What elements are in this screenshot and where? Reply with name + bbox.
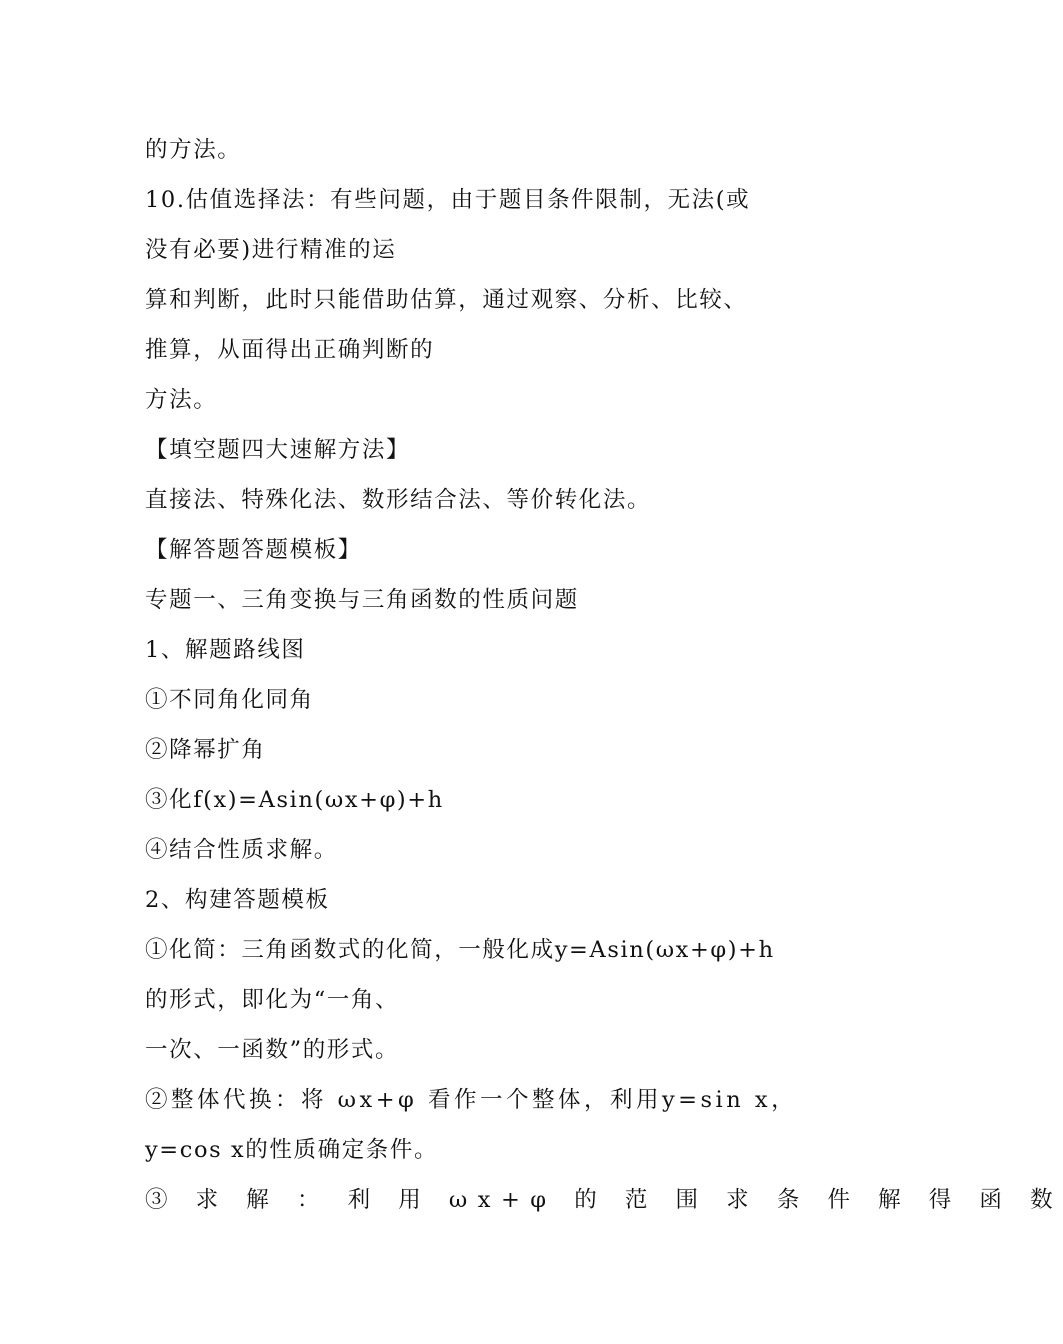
subsection-title: 2、构建答题模板: [145, 887, 330, 913]
topic-title: 专题一、三角变换与三角函数的性质问题: [145, 587, 579, 613]
text-line: 推算，从面得出正确判断的: [145, 337, 435, 363]
text-line: 的方法。: [145, 137, 242, 163]
list-item: ③ 求 解 ： 利 用 ωx+φ 的 范 围 求 条 件 解 得 函 数: [145, 1187, 1063, 1213]
subsection-title: 1、解题路线图: [145, 637, 306, 663]
text-line: 直接法、特殊化法、数形结合法、等价转化法。: [145, 487, 652, 513]
text-line: 10.估值选择法：有些问题，由于题目条件限制，无法(或: [145, 187, 751, 213]
text-line: 一次、一函数”的形式。: [145, 1037, 400, 1063]
list-item: ④结合性质求解。: [145, 837, 338, 863]
text-line: y=cos x的性质确定条件。: [145, 1137, 439, 1163]
list-item: ①化简：三角函数式的化简，一般化成y=Asin(ωx+φ)+h: [145, 937, 775, 963]
list-item: ②降幂扩角: [145, 737, 266, 763]
text-line: 算和判断，此时只能借助估算，通过观察、分析、比较、: [145, 287, 748, 313]
text-line: 方法。: [145, 387, 218, 413]
list-item: ①不同角化同角: [145, 687, 314, 713]
list-item: ③化f(x)=Asin(ωx+φ)+h: [145, 787, 444, 813]
list-item: ②整体代换：将 ωx+φ 看作一个整体，利用y=sin x，: [145, 1087, 798, 1113]
text-line: 没有必要)进行精准的运: [145, 237, 397, 263]
section-heading: 【解答题答题模板】: [145, 537, 362, 563]
text-line: 的形式，即化为“一角、: [145, 987, 400, 1013]
section-heading: 【填空题四大速解方法】: [145, 437, 411, 463]
